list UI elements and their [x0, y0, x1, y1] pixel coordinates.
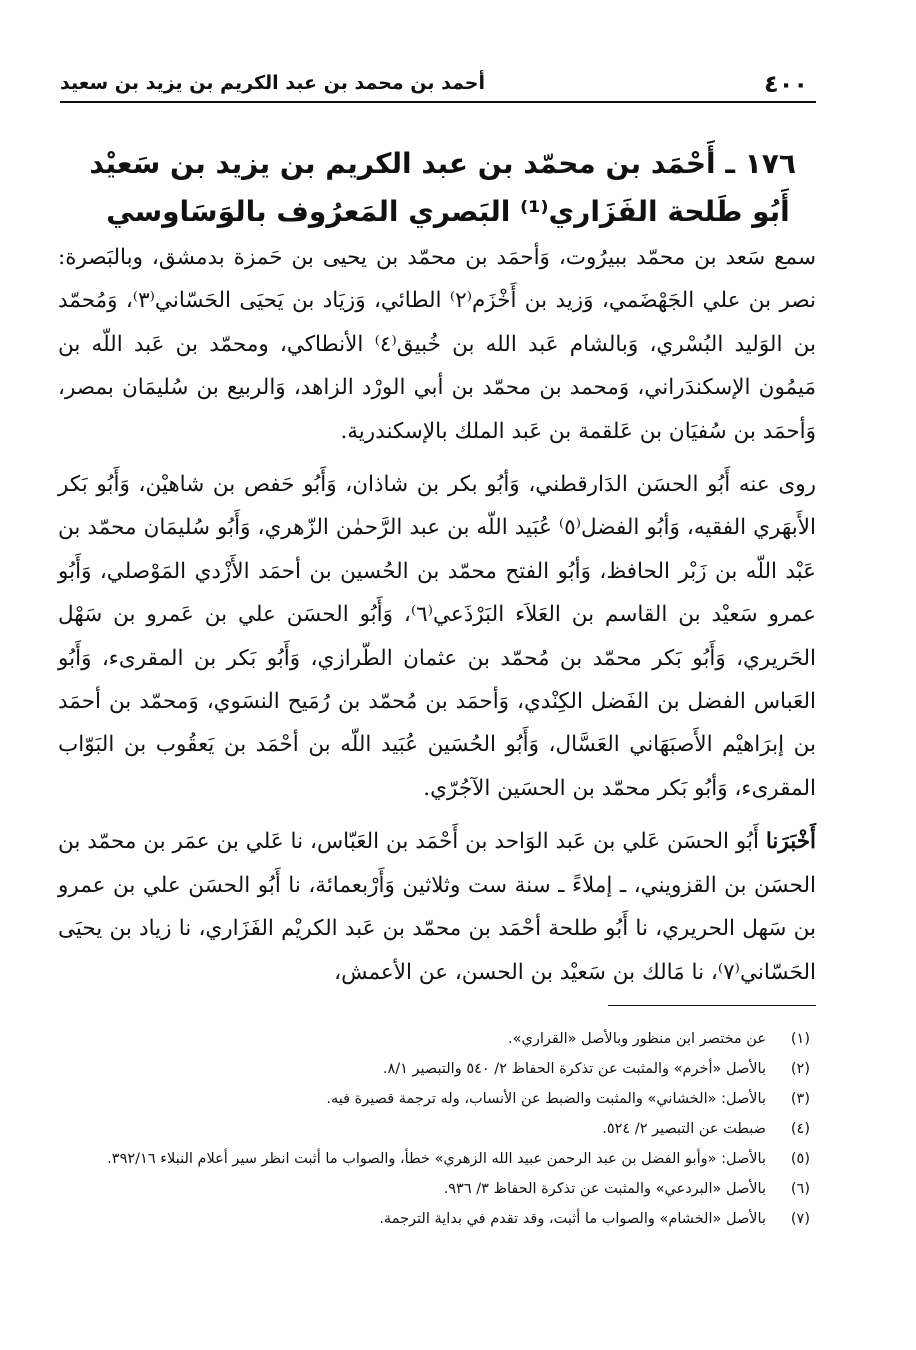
- footnotes: [80, 1024, 810, 1234]
- footnote-text: بالأصل: «الخشاني» والمثبت والضبط عن الأنساب، وله ترجمة قصيرة فيه.: [326, 1091, 766, 1107]
- footnote: [80, 1024, 810, 1054]
- body-text: [58, 236, 816, 994]
- paragraph-text: سمع سَعد بن محمّد ببيرُوت، وَأحمَد بن محمّد بن يحيى بن حَمزة بدمشق، وبالبَصرة: نصر بن علي الجَهْضَمي، وَزيد بن أَخْزَم⁽٢⁾ الطائي، وَزيَاد بن يَحيَى الحَسّاني⁽٣⁾، وَمُحمّد بن الوَليد البُسْري، وَبالشام عَبد الله بن خُبيق⁽٤⁾ الأنطاكي، ومحمّد بن عَبد اللّه بن مَيمُون الإسكندَراني، وَمحمد بن محمّد بن أبي الورْد الزاهد، وَالربيع بن سُليمَان بمصر، وَأحمَد بن سُفيَان بن عَلقمة بن عَبد الملك بالإسكندرية.: [58, 245, 816, 444]
- paragraph: [58, 463, 816, 810]
- footnote-text: بالأصل: «وأبو الفضل بن عبد الرحمن عبيد الله الزهري» خطأ، والصواب ما أثبت انظر سير أعلام النبلاء ٣٩٢/١٦.: [107, 1151, 766, 1167]
- footnote-text: بالأصل «الخشام» والصواب ما أثبت، وقد تقدم في بداية الترجمة.: [379, 1211, 766, 1227]
- paragraph-lead-word: أَخْبَرَنا: [765, 829, 816, 855]
- footnote-text: بالأصل «البردعي» والمثبت عن تذكرة الحفاظ ٣/ ٩٣٦.: [443, 1181, 766, 1197]
- header-rule: [60, 101, 816, 103]
- footnote-marker: (١): [790, 1031, 810, 1047]
- footnote: [80, 1084, 810, 1114]
- footnote-marker: (٥): [790, 1151, 810, 1167]
- page-number: ٤٠٠: [764, 70, 808, 98]
- footnote-text: عن مختصر ابن منظور وبالأصل «القراري».: [508, 1031, 766, 1047]
- running-header: [60, 66, 808, 102]
- footnote: [80, 1144, 810, 1174]
- paragraph-text: روى عنه أَبُو الحسَن الدَارقطني، وَأبُو بكر بن شاذان، وَأَبُو حَفص بن شاهيْن، وَأَبُو بَكر الأَبهَري الفقيه، وَأبُو الفضل⁽٥⁾ عُبَيد اللّه بن عبد الرَّحمٰن الزّهري، وَأَبُو سُليمَان محمّد بن عَبْد اللّه بن زَبْر الحافظ، وَأبُو الفتح محمّد بن الحُسين بن أحمَد الأَزْدي المَوْصلي، وَأَبُو عمرو سَعيْد بن القاسم بن العَلاَء البَرْذَعي⁽٦⁾، وَأَبُو الحسَن علي بن عَمرو بن سَهْل الحَريري، وَأَبُو بَكر محمّد بن مُحمّد بن عثمان الطّرازي، وَأَبُو بَكر بن المقرىء، وَأَبُو العَباس الفضل بن الفَضل الكِنْدي، وَأحمَد بن مُحمّد بن رُمَيح النسَوي، وَمحمّد بن أحمَد بن إبرَاهيْم الأَصبَهَاني العَسَّال، وَأَبُو الحُسَين عُبَيد اللّه بن أحْمَد بن يَعقُوب بن البَوّاب المقرىء، وَأبُو بَكر محمّد بن الحسَين الآجُرّي.: [58, 472, 817, 801]
- paragraph: [58, 236, 816, 453]
- footnote-marker: (٤): [790, 1121, 810, 1137]
- footnote: [80, 1174, 810, 1204]
- footnote: [80, 1114, 810, 1144]
- entry-title: [89, 140, 796, 236]
- paragraph-text: أَبُو الحسَن عَلي بن عَبد الوَاحد بن أَحْمَد بن العَبّاس، نا عَلي بن عمَر بن محمّد بن الحسَن بن القزويني، ـ إملاءً ـ سنة ست وثلاثين وَأَرْبعمائة، نا أَبُو الحسَن علي بن عمرو بن سَهل الحريري، نا أَبُو طلحة أحْمَد بن محمّد بن عَبد الكريْم الفَزَاري، نا زياد بن يحيَى الحَسّاني⁽٧⁾، نا مَالك بن سَعيْد بن الحسن، عن الأعمش،: [58, 829, 816, 985]
- running-title: أحمد بن محمد بن عبد الكريم بن يزيد بن سعيد: [60, 72, 486, 94]
- paragraph: [58, 820, 816, 994]
- footnote-marker: (٦): [790, 1181, 810, 1197]
- footnote: [80, 1054, 810, 1084]
- footnote-text: بالأصل «أخرم» والمثبت عن تذكرة الحفاظ ٢/ ٥٤٠ والتبصير ٨/١.: [382, 1061, 766, 1077]
- footnote-marker: (٣): [790, 1091, 810, 1107]
- footnote-text: ضبطت عن التبصير ٢/ ٥٢٤.: [602, 1121, 766, 1137]
- entry-title-line-2: أَبُو طَلحة الفَزَاري⁽¹⁾ البَصري المَعرُوف بالوَسَاوسي: [106, 195, 790, 228]
- footnote-separator: [608, 1005, 816, 1006]
- footnote-marker: (٢): [790, 1061, 810, 1077]
- footnote-marker: (٧): [790, 1211, 810, 1227]
- footnote: [80, 1204, 810, 1234]
- entry-title-line-1: ١٧٦ ـ أَحْمَد بن محمّد بن عبد الكريم بن يزيد بن سَعيْد: [89, 147, 796, 180]
